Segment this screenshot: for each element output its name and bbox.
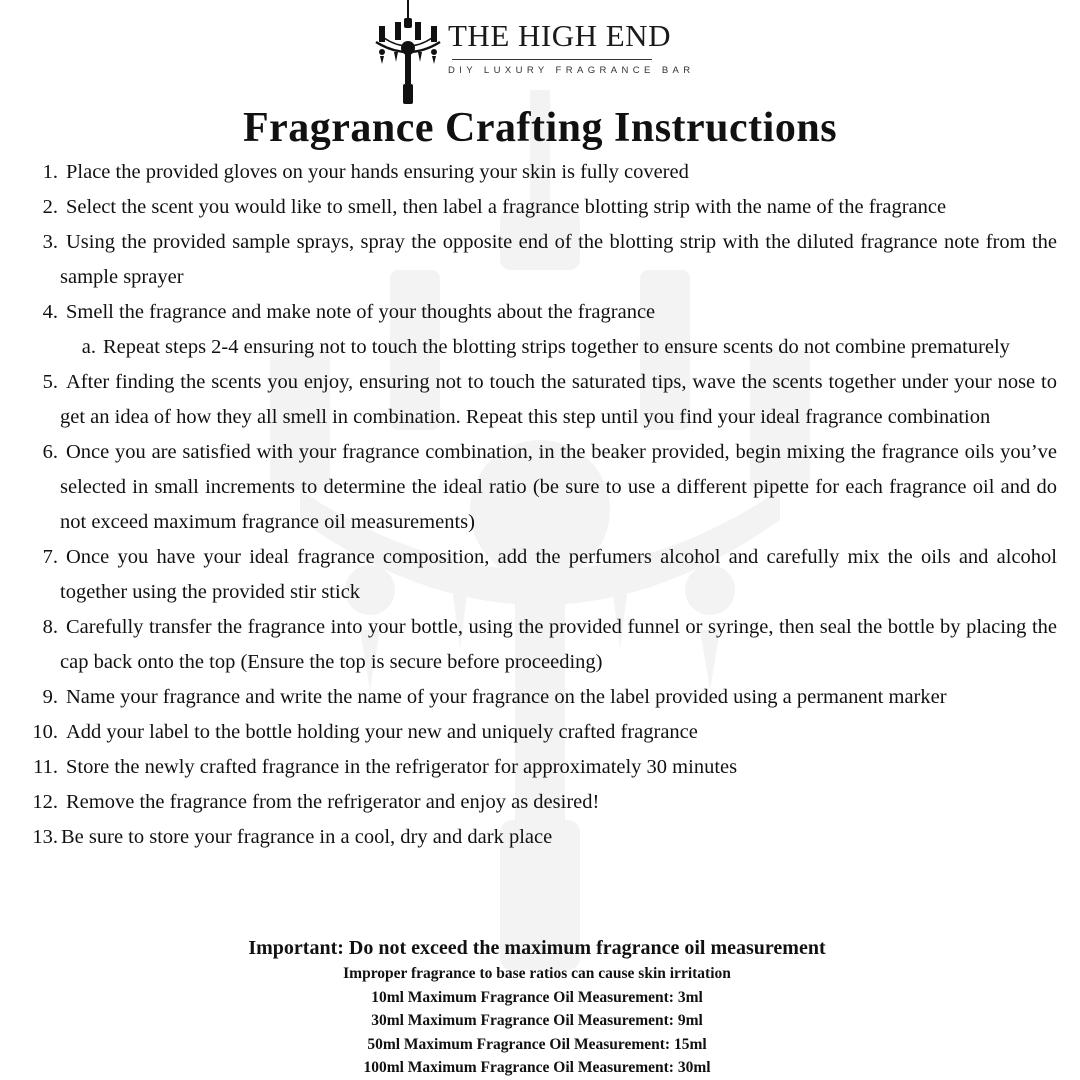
list-item bbox=[30, 750, 1057, 785]
step-text: Add your label to the bottle holding your new and uniquely crafted fragrance bbox=[66, 721, 698, 743]
note-line: 50ml Maximum Fragrance Oil Measurement: 15ml bbox=[367, 1035, 707, 1053]
list-item bbox=[30, 225, 1057, 295]
step-text: Name your fragrance and write the name of your fragrance on the label provided using a permanent marker bbox=[66, 686, 947, 708]
step-number: 9. bbox=[42, 686, 58, 708]
step-text: Remove the fragrance from the refrigerator and enjoy as desired! bbox=[66, 791, 600, 813]
list-item bbox=[30, 295, 1057, 330]
note-line: 100ml Maximum Fragrance Oil Measurement: 30ml bbox=[363, 1059, 711, 1077]
list-item bbox=[30, 610, 1057, 680]
note-line: Improper fragrance to base ratios can cause skin irritation bbox=[343, 965, 731, 982]
note-line: 30ml Maximum Fragrance Oil Measurement: 9ml bbox=[371, 1012, 703, 1030]
brand-logo bbox=[370, 0, 710, 108]
list-item bbox=[30, 540, 1057, 610]
step-number: 6. bbox=[42, 441, 58, 463]
note-line: 10ml Maximum Fragrance Oil Measurement: 3ml bbox=[371, 988, 703, 1006]
page-title: Fragrance Crafting Instructions bbox=[242, 105, 838, 151]
step-text: Be sure to store your fragrance in a cool, dry and dark place bbox=[61, 826, 553, 848]
step-number: 12. bbox=[32, 791, 58, 813]
list-item bbox=[30, 155, 1057, 190]
step-text: Using the provided sample sprays, spray the opposite end of the blotting strip with the diluted fragrance note from the sample sprayer bbox=[60, 231, 1057, 288]
step-text: Store the newly crafted fragrance in the refrigerator for approximately 30 minutes bbox=[66, 756, 738, 778]
step-number: 7. bbox=[42, 546, 58, 568]
list-item bbox=[30, 820, 1057, 855]
step-text: Carefully transfer the fragrance into your bottle, using the provided funnel or syringe, then seal the bottle by placing the cap back onto the top (Ensure the top is secure before proceeding) bbox=[60, 616, 1057, 673]
step-text: Repeat steps 2-4 ensuring not to touch the blotting strips together to ensure scents do not combine prematurely bbox=[103, 336, 1010, 358]
step-number: 13. bbox=[32, 826, 58, 848]
step-number: 3. bbox=[42, 231, 58, 253]
step-number: 8. bbox=[42, 616, 58, 638]
list-item bbox=[30, 435, 1057, 540]
step-text: Once you have your ideal fragrance composition, add the perfumers alcohol and carefully mix the oils and alcohol together using the provided stir stick bbox=[60, 546, 1057, 603]
list-subitem bbox=[30, 330, 1057, 365]
important-notes bbox=[0, 934, 1074, 1080]
step-number: 1. bbox=[42, 161, 58, 183]
list-item bbox=[30, 190, 1057, 225]
list-item bbox=[30, 365, 1057, 435]
list-item bbox=[30, 680, 1057, 715]
step-text: Select the scent you would like to smell, then label a fragrance blotting strip with the name of the fragrance bbox=[66, 196, 947, 218]
step-number: 10. bbox=[32, 721, 58, 743]
substep-letter: a. bbox=[81, 336, 96, 358]
important-heading: Important: Do not exceed the maximum fragrance oil measurement bbox=[248, 937, 826, 959]
brand-name: THE HIGH END bbox=[448, 18, 671, 53]
chandelier-icon bbox=[370, 0, 446, 108]
step-number: 11. bbox=[33, 756, 58, 778]
step-text: Smell the fragrance and make note of your thoughts about the fragrance bbox=[66, 301, 656, 323]
list-item bbox=[30, 715, 1057, 750]
step-text: Place the provided gloves on your hands ensuring your skin is fully covered bbox=[66, 161, 689, 183]
step-text: After finding the scents you enjoy, ensuring not to touch the saturated tips, wave the scents together under your nose to get an idea of how they all smell in combination. Repeat this step until you find your ideal fragrance combination bbox=[60, 371, 1057, 428]
list-item bbox=[30, 785, 1057, 820]
instruction-list bbox=[30, 155, 1057, 855]
step-number: 2. bbox=[42, 196, 58, 218]
step-number: 4. bbox=[42, 301, 58, 323]
step-number: 5. bbox=[42, 371, 58, 393]
brand-tagline: DIY LUXURY FRAGRANCE BAR bbox=[448, 65, 695, 76]
step-text: Once you are satisfied with your fragrance combination, in the beaker provided, begin mixing the fragrance oils you’ve selected in small increments to determine the ideal ratio (be sure to use a different pipette for each fragrance oil and do not exceed maximum fragrance oil measurements) bbox=[60, 441, 1057, 533]
brand-divider bbox=[452, 59, 652, 60]
